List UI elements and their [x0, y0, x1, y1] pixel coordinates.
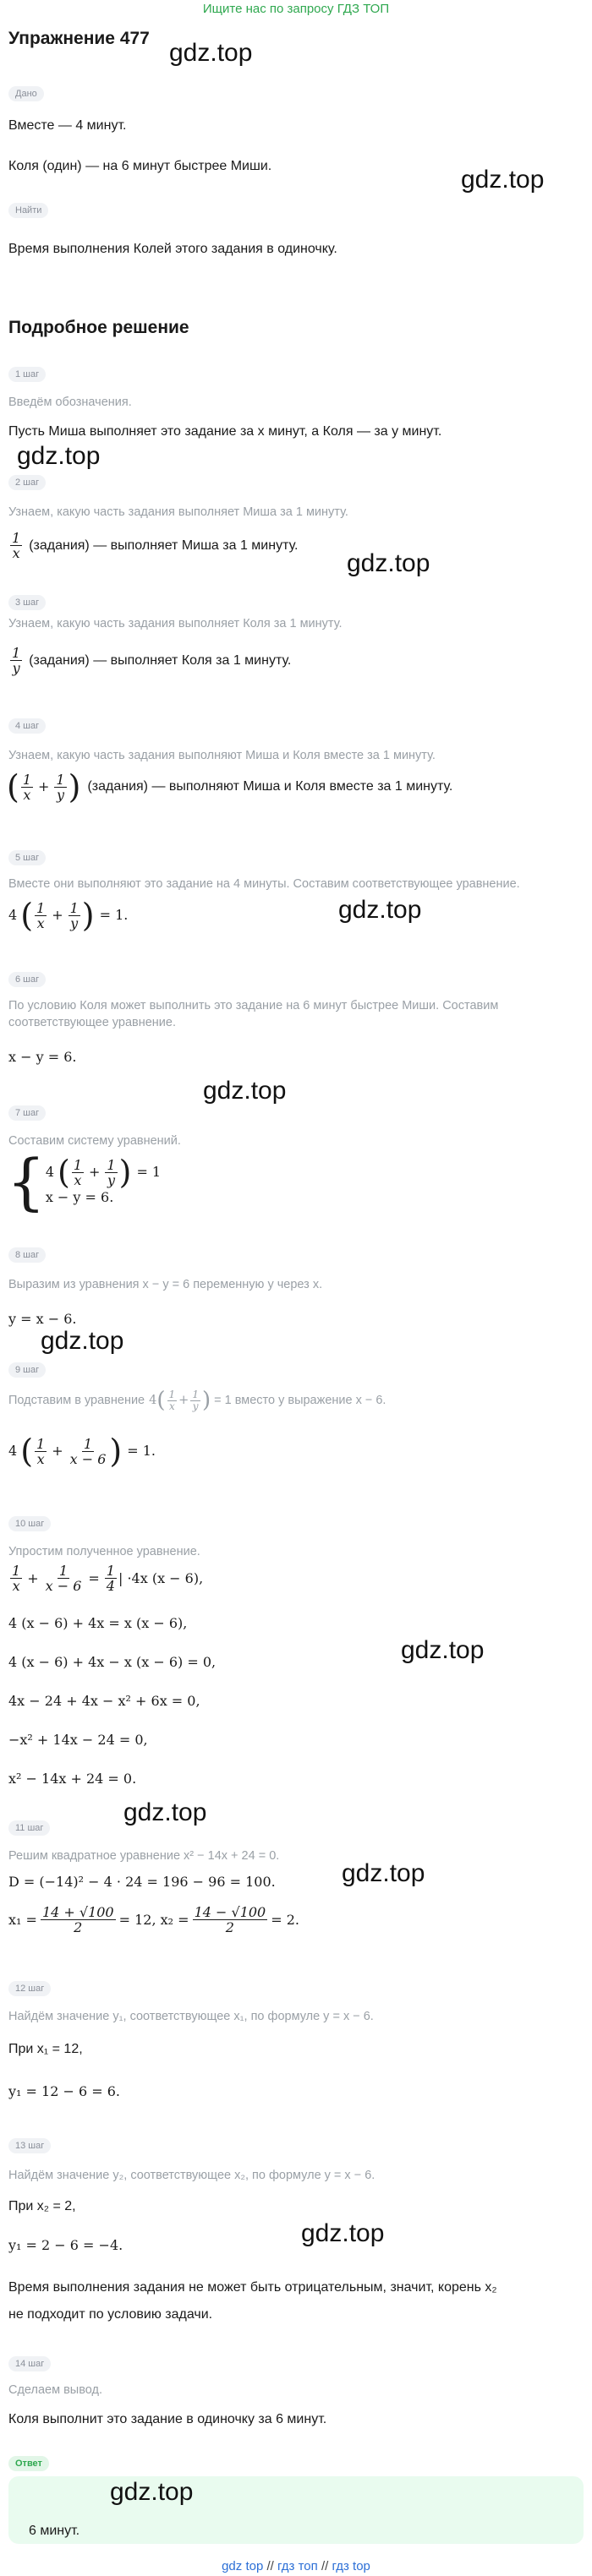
footer-link[interactable]: гдз топ: [277, 2559, 318, 2573]
find-chip: Найти: [8, 203, 48, 218]
watermark: gdz.top: [110, 2478, 194, 2506]
step-13-line-3: Время выполнения задания не может быть отрицательным, значит, корень x₂: [8, 2280, 497, 2295]
step-hint: Найдём значение y₂, соответствующее x₂, по формуле y = x − 6.: [8, 2169, 375, 2182]
watermark: gdz.top: [401, 1636, 485, 1664]
watermark: gdz.top: [461, 166, 545, 194]
step-chip: 6 шаг: [8, 972, 46, 987]
step-3-equation: $\frac{1}{y}$ (задания) — выполняет Коля за 1 минуту.: [12, 645, 292, 676]
step-hint: Найдём значение y₁, соответствующее x₁, по формуле y = x − 6.: [8, 2010, 374, 2023]
step-hint: Подставим в уравнение 4 ( $\frac{1}{x}$ + $\frac{1}{y}$ ) = 1 вместо y выражение x − 6.: [8, 1388, 386, 1413]
step-hint: Составим систему уравнений.: [8, 1134, 181, 1148]
answer-text: 6 минут.: [29, 2524, 80, 2538]
find-line-1: Время выполнения Колей этого задания в одиночку.: [8, 242, 337, 256]
step-10-line-3: 4 (x − 6) + 4x − x (x − 6) = 0,: [8, 1654, 217, 1670]
step-line: y = x − 6.: [8, 1311, 77, 1327]
step-11-roots: x₁ = $\frac{14 + √100}{2}$ = 12, x₂ = $\frac{14 - √100}{2}$ = 2.: [8, 1904, 299, 1935]
step-line: x − y = 6.: [8, 1049, 77, 1065]
step-chip: 13 шаг: [8, 2138, 51, 2153]
step-line: Коля выполнит это задание в одиночку за 6 минут.: [8, 2412, 327, 2426]
step-hint: Решим квадратное уравнение x² − 14x + 24 = 0.: [8, 1849, 280, 1863]
step-2-equation: $\frac{1}{x}$ (задания) — выполняет Миша за 1 минуту.: [12, 530, 299, 561]
step-hint: По условию Коля может выполнить это задание на 6 минут быстрее Миши. Составим соответствующее уравнение.: [8, 999, 499, 1029]
watermark: gdz.top: [41, 1327, 124, 1355]
given-chip: Дано: [8, 86, 44, 101]
step-10-line-6: x² − 14x + 24 = 0.: [8, 1771, 137, 1787]
answer-box: [8, 2476, 584, 2544]
step-chip: 1 шаг: [8, 367, 46, 382]
step-4-equation: ( $\frac{1}{x}$ + $\frac{1}{y}$ ) (задания) — выполняют Миша и Коля вместе за 1 минуту.: [7, 768, 453, 805]
step-11-discriminant: D = (−14)² − 4 · 24 = 196 − 96 = 100.: [8, 1874, 276, 1890]
step-chip: 12 шаг: [8, 1981, 51, 1996]
step-chip: 10 шаг: [8, 1516, 51, 1531]
watermark: gdz.top: [123, 1798, 207, 1826]
footer-link[interactable]: гдз top: [332, 2559, 370, 2573]
top-search-link[interactable]: Ищите нас по запросу ГДЗ ТОП: [202, 2, 390, 16]
watermark: gdz.top: [338, 896, 422, 924]
footer-separator: //: [321, 2559, 329, 2573]
solution-title: Подробное решение: [8, 318, 189, 337]
step-13-line-2: y₁ = 2 − 6 = −4.: [8, 2237, 123, 2253]
step-chip: 8 шаг: [8, 1247, 46, 1263]
step-5-equation: 4 ( $\frac{1}{x}$ + $\frac{1}{y}$ ) = 1.: [8, 897, 129, 934]
step-7-system: { 4 ( $\frac{1}{x}$ + $\frac{1}{y}$ ) = 1 x − y = 6.: [7, 1146, 162, 1217]
step-10-line-5: −x² + 14x − 24 = 0,: [8, 1732, 148, 1748]
step-13-line-4: не подходит по условию задачи.: [8, 2307, 213, 2322]
step-hint: Сделаем вывод.: [8, 2383, 103, 2397]
footer-separator: //: [266, 2559, 274, 2573]
step-10-line-4: 4x − 24 + 4x − x² + 6x = 0,: [8, 1693, 200, 1709]
step-hint: Вместе они выполняют это задание на 4 минуты. Составим соответствующее уравнение.: [8, 877, 520, 891]
given-line-2: Коля (один) — на 6 минут быстрее Миши.: [8, 159, 272, 173]
watermark: gdz.top: [17, 442, 101, 470]
step-hint: Введём обозначения.: [8, 396, 132, 409]
step-chip: 7 шаг: [8, 1105, 46, 1121]
step-12-line-2: y₁ = 12 − 6 = 6.: [8, 2083, 120, 2099]
footer-link[interactable]: gdz top: [222, 2559, 264, 2573]
watermark: gdz.top: [347, 549, 430, 577]
footer-links: [0, 2559, 592, 2573]
step-13-line-1: При x₂ = 2,: [8, 2199, 76, 2213]
step-hint: Узнаем, какую часть задания выполняет Коля за 1 минуту.: [8, 617, 343, 630]
step-10-line-2: 4 (x − 6) + 4x = x (x − 6),: [8, 1615, 188, 1631]
step-hint: Узнаем, какую часть задания выполняет Миша за 1 минуту.: [8, 505, 348, 519]
step-line: Пусть Миша выполняет это задание за x минут, а Коля — за y минут.: [8, 424, 442, 439]
watermark: gdz.top: [169, 39, 253, 67]
step-9-equation: 4 ( $\frac{1}{x}$ + $\frac{1}{x - 6}$ ) = 1.: [8, 1433, 156, 1470]
step-chip: 4 шаг: [8, 718, 46, 734]
step-chip: 5 шаг: [8, 850, 46, 865]
watermark: gdz.top: [301, 2219, 385, 2247]
step-chip: 3 шаг: [8, 595, 46, 610]
step-hint: Упростим полученное уравнение.: [8, 1545, 200, 1558]
given-line-1: Вместе — 4 минут.: [8, 118, 127, 133]
step-12-line-1: При x₁ = 12,: [8, 2042, 83, 2056]
watermark: gdz.top: [203, 1077, 287, 1105]
step-chip: 2 шаг: [8, 475, 46, 490]
answer-chip: Ответ: [8, 2456, 49, 2471]
page-title: Упражнение 477: [8, 29, 150, 48]
watermark: gdz.top: [342, 1859, 425, 1887]
step-hint: Узнаем, какую часть задания выполняют Миша и Коля вместе за 1 минуту.: [8, 749, 436, 762]
step-hint: Выразим из уравнения x − y = 6 переменную y через x.: [8, 1278, 323, 1291]
step-10-line-1: $\frac{1}{x}$ + $\frac{1}{x - 6}$ = $\frac{1}{4}$ | ·4x (x − 6),: [12, 1563, 204, 1594]
step-chip: 9 шаг: [8, 1362, 46, 1378]
step-chip: 11 шаг: [8, 1820, 50, 1836]
step-chip: 14 шаг: [8, 2356, 51, 2371]
